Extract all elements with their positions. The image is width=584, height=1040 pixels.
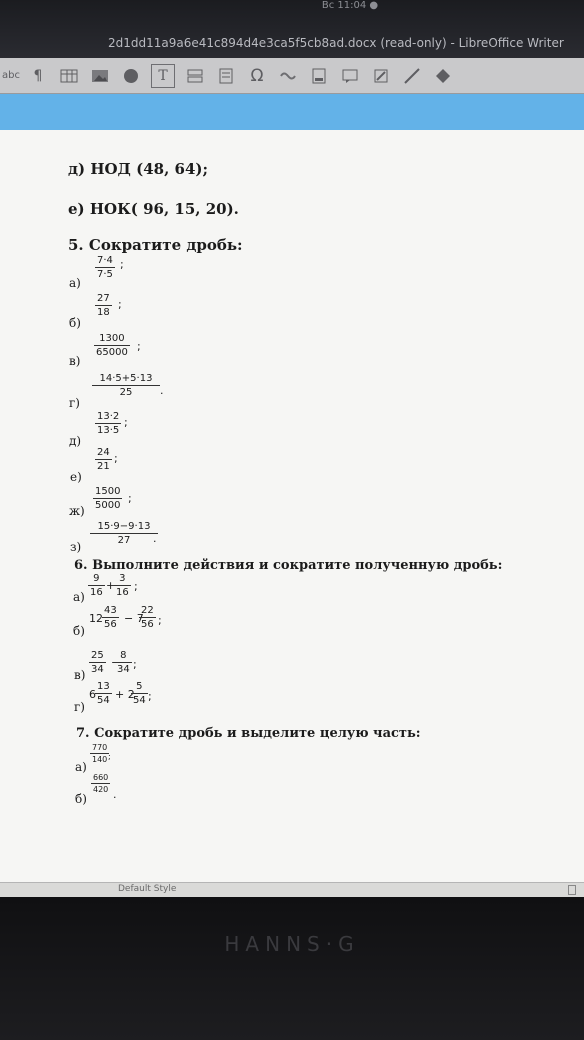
- fraction: [88, 572, 105, 599]
- standard-toolbar: [0, 58, 584, 94]
- fraction-numerator: 43: [104, 605, 117, 616]
- task5-item-label: е): [70, 470, 82, 484]
- fraction: [89, 649, 106, 676]
- window-title: 2d1dd11a9a6e41c894d4e3ca5f5cb8ad.docx (read-only) - LibreOffice Writer: [108, 36, 564, 50]
- line-icon[interactable]: [401, 65, 423, 87]
- fraction: [114, 572, 131, 599]
- fraction-numerator: 15·9−9·13: [97, 521, 151, 532]
- fraction: [139, 604, 156, 631]
- task5-item-label: б): [69, 316, 81, 330]
- fraction-numerator: 25: [91, 650, 104, 661]
- fraction-denominator: 25: [92, 385, 160, 399]
- task5-item-label: а): [69, 276, 81, 290]
- task5-item-label: д): [69, 434, 82, 448]
- formatting-marks-icon[interactable]: ¶: [33, 67, 43, 84]
- fraction-denominator: 13·5: [97, 425, 120, 436]
- chart-icon[interactable]: [120, 65, 142, 87]
- fraction-numerator: 1500: [95, 486, 121, 497]
- fraction-denominator: 7·5: [97, 269, 113, 280]
- punctuation: .: [153, 532, 157, 545]
- task6-heading: 6. Выполните действия и сократите полученную дробь:: [74, 558, 503, 573]
- task5-item-label: г): [69, 396, 80, 410]
- fraction-numerator: 24: [97, 447, 110, 458]
- punctuation: ;: [134, 580, 138, 593]
- fraction: [91, 772, 110, 795]
- fraction-denominator: 16: [90, 587, 103, 598]
- fraction-numerator: 9: [93, 573, 100, 584]
- fraction: [94, 332, 130, 359]
- hyperlink-icon[interactable]: [277, 65, 299, 87]
- punctuation: ;: [120, 258, 124, 271]
- task6-a-label: а): [73, 590, 85, 604]
- operator: + 2: [115, 688, 135, 701]
- monitor-brand-logo: HANNS·G: [224, 932, 360, 956]
- textbox-icon[interactable]: T: [151, 64, 175, 88]
- monitor-bezel: [0, 897, 584, 1040]
- fraction: [115, 649, 132, 676]
- operator: +: [106, 579, 116, 592]
- ruler-bar: [0, 94, 584, 130]
- fraction-denominator: 5000: [95, 500, 121, 511]
- fraction: [93, 485, 122, 512]
- fraction: [102, 604, 119, 631]
- punctuation: ;: [118, 298, 122, 311]
- fraction-numerator: 660: [93, 773, 109, 782]
- special-character-icon[interactable]: Ω: [250, 65, 264, 86]
- task-d-gcd: д) НОД (48, 64);: [68, 160, 209, 178]
- status-bar: [0, 882, 584, 897]
- fraction-denominator: 21: [97, 461, 110, 472]
- comment-icon[interactable]: [339, 65, 361, 87]
- table-icon[interactable]: [58, 65, 80, 87]
- fraction-numerator: 14·5+5·13: [99, 373, 153, 384]
- footnote-icon[interactable]: [308, 65, 330, 87]
- punctuation: ;: [128, 492, 132, 505]
- fraction-denominator: 54: [97, 695, 110, 706]
- fraction: [95, 254, 115, 281]
- fraction-denominator: 34: [91, 664, 104, 675]
- punctuation: ;: [133, 658, 137, 671]
- fraction: [95, 292, 112, 319]
- window-titlebar: [0, 0, 584, 58]
- whole-part: 6: [89, 688, 96, 701]
- punctuation: ;: [124, 416, 128, 429]
- fraction: [95, 446, 112, 473]
- task-e-lcm: е) НОК( 96, 15, 20).: [68, 200, 239, 218]
- track-changes-icon[interactable]: [370, 65, 392, 87]
- field-icon[interactable]: [215, 65, 237, 87]
- shapes-icon[interactable]: [432, 65, 454, 87]
- punctuation: .: [113, 788, 117, 801]
- punctuation: ;: [114, 452, 118, 465]
- punctuation: ;: [148, 690, 152, 703]
- fraction-denominator: 56: [104, 619, 117, 630]
- fraction-numerator: 13·2: [97, 411, 120, 422]
- task6-b-label: б): [73, 624, 85, 638]
- system-clock: Вс 11:04 ●: [321, 0, 379, 11]
- layout-indicator-icon: [568, 885, 576, 895]
- page-style-label[interactable]: Default Style: [118, 884, 177, 894]
- document-page[interactable]: [0, 130, 584, 882]
- fraction: [90, 520, 158, 547]
- fraction: [90, 742, 109, 765]
- task7-item-label: б): [75, 792, 87, 806]
- fraction-numerator: 7·4: [97, 255, 113, 266]
- fraction-numerator: 770: [92, 743, 108, 752]
- fraction-denominator: 16: [116, 587, 129, 598]
- fraction: [95, 410, 121, 437]
- punctuation: .: [160, 384, 164, 397]
- image-icon[interactable]: [89, 65, 111, 87]
- punctuation: ;: [108, 752, 111, 761]
- fraction: [95, 680, 112, 707]
- fraction-denominator: 65000: [96, 347, 128, 358]
- task7-item-label: а): [75, 760, 87, 774]
- fraction-numerator: 5: [136, 681, 143, 692]
- fraction-numerator: 13: [97, 681, 110, 692]
- task5-heading: 5. Сократите дробь:: [68, 236, 243, 254]
- fraction-numerator: 8: [120, 650, 127, 661]
- fraction-denominator: 34: [117, 664, 130, 675]
- fraction-denominator: 27: [90, 533, 158, 547]
- fraction-denominator: 56: [141, 619, 154, 630]
- operator: −: [111, 656, 121, 669]
- fraction-numerator: 27: [97, 293, 110, 304]
- task5-item-label: з): [70, 540, 82, 554]
- fraction: [92, 372, 160, 399]
- fraction-denominator: 140: [92, 755, 108, 764]
- operator: − 7: [124, 612, 144, 625]
- fraction-denominator: 54: [133, 695, 146, 706]
- fraction-denominator: 420: [93, 785, 109, 794]
- task7-heading: 7. Сократите дробь и выделите целую часть:: [76, 726, 421, 741]
- abc-check-icon[interactable]: abc: [2, 70, 20, 81]
- fraction-numerator: 22: [141, 605, 154, 616]
- task5-item-label: в): [69, 354, 81, 368]
- page-break-icon[interactable]: [184, 65, 206, 87]
- punctuation: ;: [158, 614, 162, 627]
- fraction-numerator: 1300: [99, 333, 125, 344]
- task6-g-label: г): [74, 700, 85, 714]
- whole-part: 12: [89, 612, 103, 625]
- fraction-numerator: 3: [119, 573, 126, 584]
- task6-v-label: в): [74, 668, 86, 682]
- fraction: [131, 680, 148, 707]
- document-content: [0, 130, 584, 882]
- fraction-denominator: 18: [97, 307, 110, 318]
- task5-item-label: ж): [69, 504, 85, 518]
- punctuation: ;: [137, 340, 141, 353]
